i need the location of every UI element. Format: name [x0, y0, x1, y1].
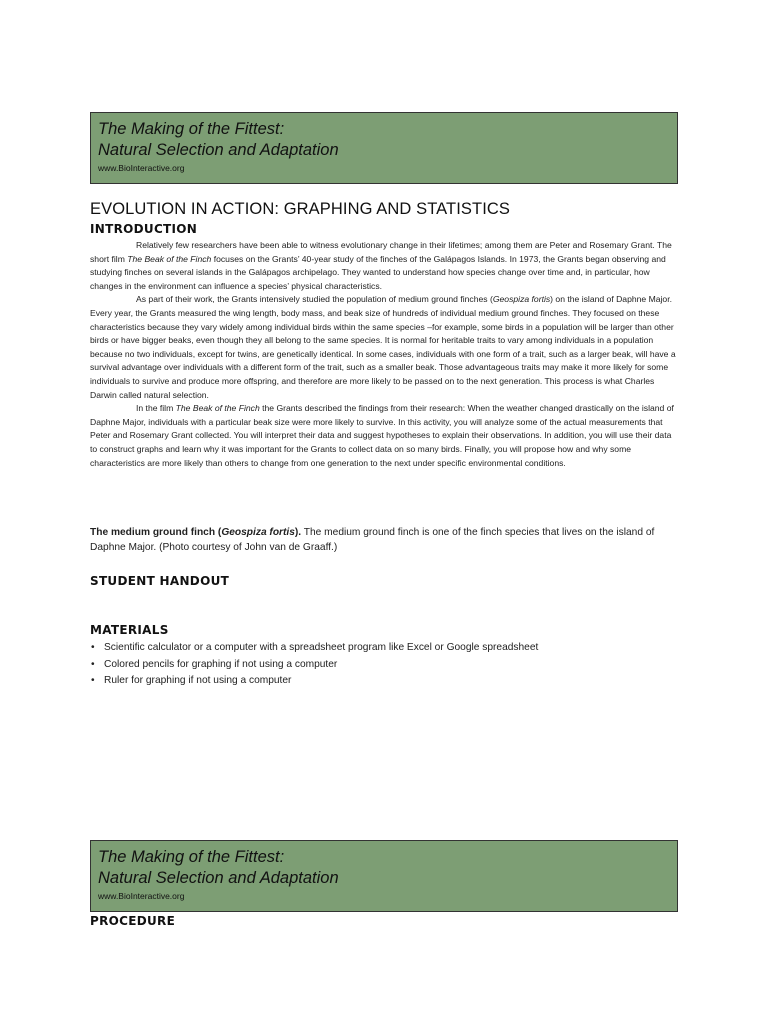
- page-title: EVOLUTION IN ACTION: GRAPHING AND STATISTICS: [90, 200, 511, 218]
- banner-url: www.BioInteractive.org: [98, 891, 185, 901]
- intro-paragraph-1: Relatively few researchers have been able to witness evolutionary change in their lifetimes; among them are Peter and Rosemary Grant. The short film The Beak of the Finch focuses on the Grants’ 40-year study of the finches of the Galápagos Islands. In 1973, the Grants began observing and studying finches on several islands in the Galápagos archipelago. They wanted to understand how species change over time and, in particular, how changes in the environment can influence a species’ physical characteristics.: [90, 240, 672, 291]
- materials-list: [90, 640, 680, 690]
- list-item: • Ruler for graphing if not using a computer: [90, 673, 680, 690]
- student-handout-heading: STUDENT HANDOUT: [90, 574, 230, 588]
- procedure-heading: PROCEDURE: [90, 914, 176, 928]
- banner-title-line1: The Making of the Fittest:: [98, 120, 285, 138]
- introduction-text: [90, 239, 680, 470]
- banner-title-line2: Natural Selection and Adaptation: [98, 869, 339, 887]
- intro-paragraph-3: In the film The Beak of the Finch the Grants described the findings from their research: When the weather changed drastically on the island of Daphne Major, individuals with a particular beak size were more likely to survive. In this activity, you will analyze some of the actual measurements that Peter and Rosemary Grant collected. You will interpret their data and suggest hypotheses to explain their observations. In addition, you will use their data to construct graphs and learn why it was important for the Grants to collect data on so many birds. Finally, you will propose how and why some characteristics are more likely than others to change from one generation to the next under specific environmental conditions.: [90, 403, 674, 468]
- header-banner: [90, 112, 678, 184]
- species-name: Geospiza fortis: [492, 294, 551, 305]
- photo-caption: The medium ground finch (Geospiza fortis). The medium ground finch is one of the finch species that lives on the island of Daphne Major. (Photo courtesy of John van de Graaff.): [90, 527, 655, 553]
- header-banner-page-2: [90, 840, 678, 912]
- banner-title-line1: The Making of the Fittest:: [98, 848, 285, 866]
- caption-species-name: Geospiza fortis: [221, 527, 295, 538]
- materials-heading: MATERIALS: [90, 623, 169, 637]
- list-item: • Colored pencils for graphing if not using a computer: [90, 657, 680, 674]
- banner-title-line2: Natural Selection and Adaptation: [98, 141, 339, 159]
- film-title: The Beak of the Finch: [175, 403, 260, 414]
- banner-url: www.BioInteractive.org: [98, 163, 185, 173]
- film-title: The Beak of the Finch: [127, 253, 212, 264]
- intro-paragraph-2: As part of their work, the Grants intensively studied the population of medium ground finches (Geospiza fortis) on the island of Daphne Major. Every year, the Grants measured the wing length, body mass, and beak size of hundreds of individual medium ground finches. They focused on these characteristics because they vary widely among individual birds within the same species –for example, some birds in a population will be larger than other birds or have bigger beaks, even though they all belong to the same species. It is normal for heritable traits to vary among individuals in a population because no two individuals, except for twins, are genetically identical. In some cases, individuals with one form of a trait, such as a larger beak, will have a survival advantage over individuals with a different form of the trait, such as a smaller beak. Those advantageous traits may make it more likely for some individuals to survive and produce more offspring, and therefore are more likely to be passed on to the next generation. This process is what Charles Darwin called natural selection.: [90, 294, 676, 400]
- introduction-heading: INTRODUCTION: [90, 222, 198, 236]
- list-item: • Scientific calculator or a computer with a spreadsheet program like Excel or Google spreadsheet: [90, 640, 680, 657]
